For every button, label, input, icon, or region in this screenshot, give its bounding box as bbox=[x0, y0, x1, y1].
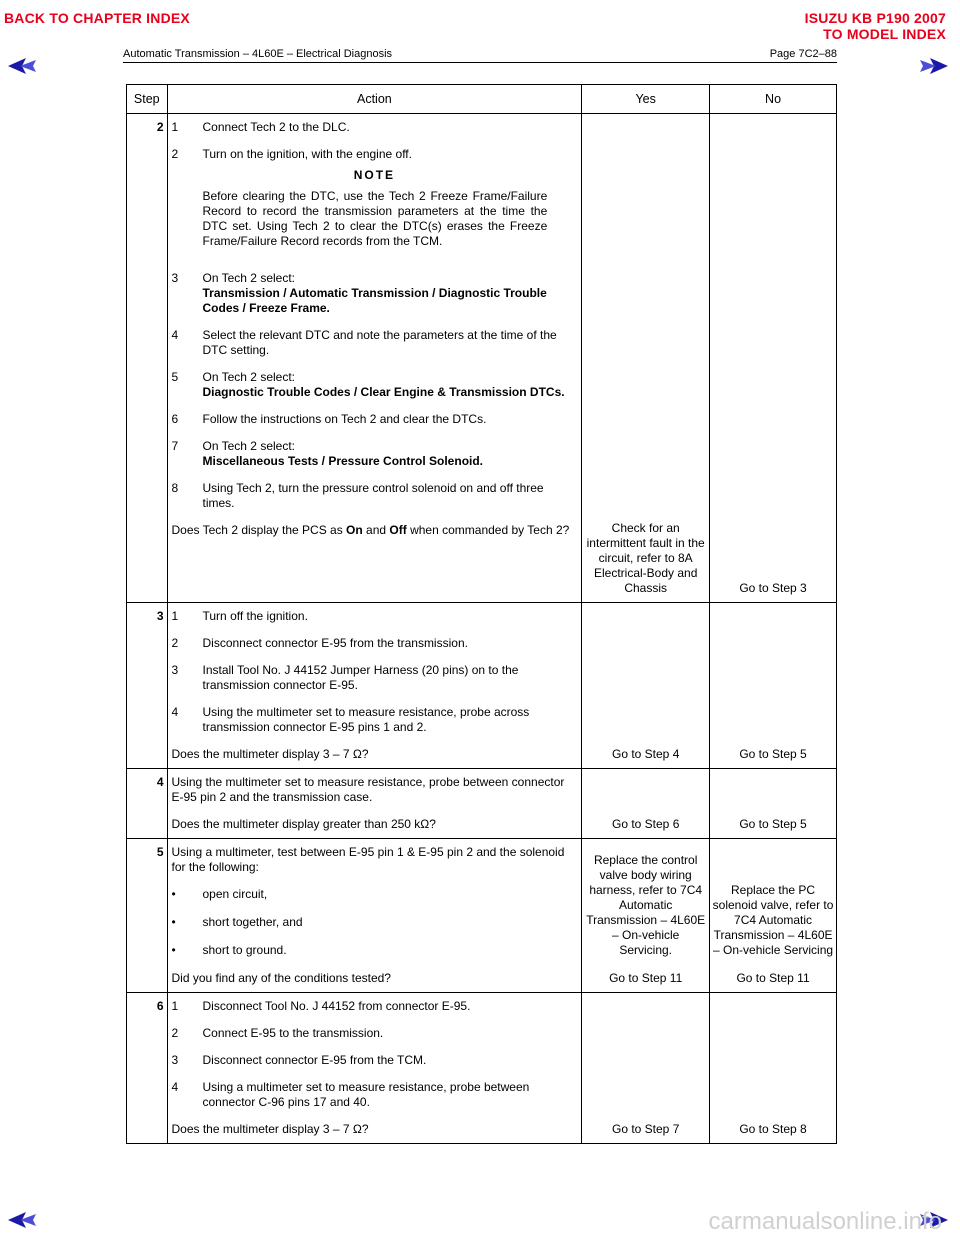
item-number: 5 bbox=[171, 370, 179, 384]
header-action: Action bbox=[167, 85, 582, 114]
page-header bbox=[123, 48, 837, 60]
item-text: Disconnect connector E-95 from the TCM. bbox=[202, 1053, 427, 1067]
back-to-chapter-index-link[interactable]: BACK TO CHAPTER INDEX bbox=[4, 10, 190, 26]
list-item: • short together, and bbox=[171, 915, 303, 929]
action-cell bbox=[167, 769, 582, 839]
previous-page-arrow-bottom-icon[interactable] bbox=[6, 1210, 38, 1230]
page-number: Page 7C2–88 bbox=[769, 48, 837, 60]
note-text: Before clearing the DTC, use the Tech 2 Freeze Frame/Failure Record to record the transmission parameters at the time the DTC set. Using Tech 2 to clear the DTC(s) erases the Freeze Frame/Failure Record records from the TCM. bbox=[202, 189, 548, 248]
item-number: 3 bbox=[171, 1053, 179, 1067]
item-text: Turn on the ignition, with the engine off. bbox=[202, 147, 412, 161]
list-item: • open circuit, bbox=[171, 887, 268, 901]
question-text: Does the multimeter display greater than 250 kΩ? bbox=[171, 817, 436, 831]
yes-cell: Go to Step 6 bbox=[582, 769, 710, 839]
yes-text: Replace the control valve body wiring harness, refer to 7C4 Automatic Transmission – 4L60E – On-vehicle Servicing. bbox=[586, 853, 706, 957]
previous-page-arrow-icon[interactable] bbox=[6, 56, 38, 76]
no-cell: Go to Step 5 bbox=[710, 769, 837, 839]
item-text: Using the multimeter set to measure resistance, probe across transmission connector E-95 pins 1 and 2. bbox=[202, 705, 530, 734]
item-text: Select the relevant DTC and note the parameters at the time of the DTC setting. bbox=[202, 328, 557, 357]
question-text: Does the multimeter display 3 – 7 Ω? bbox=[171, 1122, 369, 1136]
item-number: 3 bbox=[171, 271, 179, 285]
step-number: 3 bbox=[127, 603, 168, 769]
item-text: Follow the instructions on Tech 2 and clear the DTCs. bbox=[202, 412, 487, 426]
menu-path: Diagnostic Trouble Codes / Clear Engine & Transmission DTCs. bbox=[202, 385, 565, 399]
item-number: 4 bbox=[171, 328, 179, 342]
header-step: Step bbox=[127, 85, 168, 114]
step-number: 2 bbox=[127, 114, 168, 603]
no-text: Replace the PC solenoid valve, refer to 7C4 Automatic Transmission – 4L60E – On-vehicle Servicing bbox=[712, 883, 834, 957]
item-text: Using a multimeter set to measure resistance, probe between connector C-96 pins 17 and 40. bbox=[202, 1080, 530, 1109]
item-number: 6 bbox=[171, 412, 179, 426]
item-number: 2 bbox=[171, 636, 179, 650]
item-text: Connect Tech 2 to the DLC. bbox=[202, 120, 350, 134]
action-cell bbox=[167, 603, 582, 769]
yes-cell: Check for an intermittent fault in the circuit, refer to 8A Electrical-Body and Chassis bbox=[582, 114, 710, 603]
item-number: 8 bbox=[171, 481, 179, 495]
item-number: 1 bbox=[171, 999, 179, 1013]
item-number: 1 bbox=[171, 120, 179, 134]
table-row bbox=[127, 114, 837, 603]
question-text: Does the multimeter display 3 – 7 Ω? bbox=[171, 747, 369, 761]
note-title: NOTE bbox=[353, 168, 396, 182]
item-text: Using Tech 2, turn the pressure control solenoid on and off three times. bbox=[202, 481, 544, 510]
action-text: Using the multimeter set to measure resistance, probe between connector E-95 pin 2 and the transmission case. bbox=[171, 775, 565, 804]
item-number: 4 bbox=[171, 705, 179, 719]
to-model-index-label: TO MODEL INDEX bbox=[823, 26, 946, 42]
menu-path: Miscellaneous Tests / Pressure Control Solenoid. bbox=[202, 454, 484, 468]
step-number: 5 bbox=[127, 839, 168, 993]
table-row bbox=[127, 769, 837, 839]
item-text: Disconnect connector E-95 from the transmission. bbox=[202, 636, 468, 650]
action-cell bbox=[167, 114, 582, 603]
item-text: Connect E-95 to the transmission. bbox=[202, 1026, 384, 1040]
action-text: Using a multimeter, test between E-95 pin 1 & E-95 pin 2 and the solenoid for the following: bbox=[171, 845, 565, 874]
question-text: Did you find any of the conditions tested? bbox=[171, 971, 391, 985]
model-title: ISUZU KB P190 2007 bbox=[804, 10, 946, 26]
watermark: carmanualsonline.info bbox=[708, 1208, 942, 1235]
item-number: 2 bbox=[171, 1026, 179, 1040]
yes-cell: Go to Step 7 bbox=[582, 993, 710, 1144]
no-goto: Go to Step 11 bbox=[736, 971, 810, 985]
no-cell: Go to Step 3 bbox=[710, 114, 837, 603]
list-item: • short to ground. bbox=[171, 943, 287, 957]
header-yes: Yes bbox=[582, 85, 710, 114]
header-no: No bbox=[710, 85, 837, 114]
item-text: Disconnect Tool No. J 44152 from connector E-95. bbox=[202, 999, 471, 1013]
menu-path: Transmission / Automatic Transmission / Diagnostic Trouble Codes / Freeze Frame. bbox=[202, 286, 547, 315]
item-text: On Tech 2 select: bbox=[202, 370, 295, 384]
diagnostic-procedure-table bbox=[126, 84, 837, 1144]
item-number: 4 bbox=[171, 1080, 179, 1094]
table-header-row bbox=[127, 85, 837, 114]
action-cell bbox=[167, 839, 582, 993]
item-number: 2 bbox=[171, 147, 179, 161]
next-page-arrow-icon[interactable] bbox=[918, 56, 950, 76]
table-row bbox=[127, 603, 837, 769]
model-index-link[interactable] bbox=[805, 10, 946, 42]
step-number: 6 bbox=[127, 993, 168, 1144]
step-number: 4 bbox=[127, 769, 168, 839]
item-number: 1 bbox=[171, 609, 179, 623]
item-number: 3 bbox=[171, 663, 179, 677]
no-cell bbox=[710, 839, 837, 993]
item-number: 7 bbox=[171, 439, 179, 453]
no-cell: Go to Step 8 bbox=[710, 993, 837, 1144]
yes-cell: Go to Step 4 bbox=[582, 603, 710, 769]
table-row bbox=[127, 839, 837, 993]
no-cell: Go to Step 5 bbox=[710, 603, 837, 769]
table-row bbox=[127, 993, 837, 1144]
section-title: Automatic Transmission – 4L60E – Electrical Diagnosis bbox=[123, 48, 393, 60]
question-text: Does Tech 2 display the PCS as On and Off when commanded by Tech 2? bbox=[171, 523, 570, 537]
header-rule bbox=[123, 62, 837, 63]
item-text: Install Tool No. J 44152 Jumper Harness (20 pins) on to the transmission connector E-95. bbox=[202, 663, 519, 692]
yes-goto: Go to Step 11 bbox=[609, 971, 683, 985]
item-text: On Tech 2 select: bbox=[202, 271, 295, 285]
action-cell bbox=[167, 993, 582, 1144]
yes-cell bbox=[582, 839, 710, 993]
item-text: Turn off the ignition. bbox=[202, 609, 308, 623]
item-text: On Tech 2 select: bbox=[202, 439, 295, 453]
